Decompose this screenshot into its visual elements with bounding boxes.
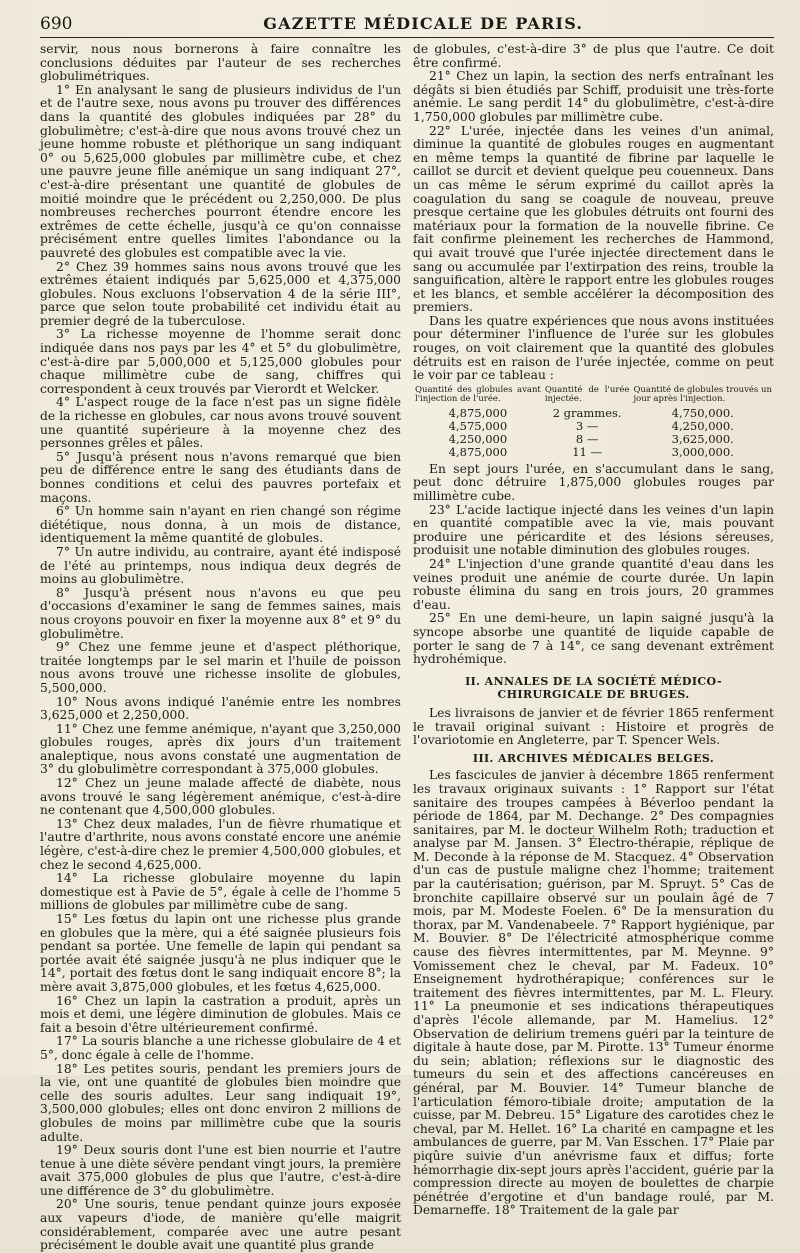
- paragraph: 17° La souris blanche a une richesse globulaire de 4 et 5°, donc égale à celle de l'homme.: [40, 1034, 401, 1062]
- paragraph: 4° L'aspect rouge de la face n'est pas un signe fidèle de la richesse en globules, car nous avons trouvé souvent une quantité supérieure à la moyenne chez des personnes grêles et pâles.: [40, 395, 401, 451]
- urea-table-header-row: [413, 386, 774, 407]
- table-cell: 4,875,000: [448, 444, 508, 459]
- section-3-title: III. ARCHIVES MÉDICALES BELGES.: [472, 751, 715, 765]
- paragraph: 9° Chez une femme jeune et d'aspect pléthorique, traitée longtemps par le sel marin et l'huile de poisson nous avons trouvé une richesse insolite de globules, 5,500,000.: [40, 640, 401, 695]
- urea-table-body: [413, 407, 774, 459]
- urea-table: [413, 386, 774, 459]
- paragraph: 21° Chez un lapin, la section des nerfs entraînant les dégâts si bien étudiés par Schiff, produisit une très-forte anémie. Le sang perdit 14° du globulimètre, c'est-à-dire 1,750,000 globules par millimètre cube.: [413, 69, 774, 124]
- section-3-text: Les fascicules de janvier à décembre 1865 renferment les travaux originaux suivants : 1° Rapport sur l'état sanitaire des troupes campées à Béverloo pendant la période de 1864, par M. Dechange. 2° Des compagnies sanitaires, par M. le docteur Wilhelm Roth; traduction et analyse par M. Jansen. 3° Électro-thérapie, réplique de M. Deconde à la réponse de M. Stacquez. 4° Observation d'un cas de pustule maligne chez l'homme; traitement par la cautérisation; guérison, par M. Spruyt. 5° Cas de bronchite capillaire observé sur un poulain âgé de 7 mois, par M. Modeste Foelen. 6° De la mensuration du thorax, par M. Vandenabeele. 7° Rapport hygiénique, par M. Bouvier. 8° De l'électricité atmosphérique comme cause des fièvres intermittentes, par M. Meynne. 9° Vomissement chez le cheval, par M. Fadeux. 10° Enseignement hydrothérapique; conférences sur le traitement des fièvres intermittentes, par M. L. Fleury. 11° La pneumonie et ses indications thérapeutiques d'après l'école allemande, par M. Hamelius. 12° Observation de delirium tremens guéri par la teinture de digitale à haute dose, par M. Pirotte. 13° Tumeur énorme du sein; ablation; réflexions sur le diagnostic des tumeurs du sein et des affections cancéreuses en général, par M. Bouvier. 14° Tumeur blanche de l'articulation fémoro-tibiale droite; amputation de la cuisse, par M. Debreu. 15° Ligature des carotides chez le cheval, par M. Hellet. 16° La charité en campagne et les ambulances de guerre, par M. Van Esschen. 17° Plaie par piqûre suivie d'un anévrisme faux et diffus; forte hémorrhagie dix-sept jours après l'accident, guérie par la compression directe au moyen de boulettes de charpie pénétrée d'ergotine et d'un bandage roulé, par M. Demarneffe. 18° Traitement de la gale par: [413, 768, 774, 1218]
- table-header-globules-before: Quantité des globules avant l'injection de l'urée.: [415, 384, 541, 405]
- left-column: [40, 42, 401, 1253]
- paragraph: 13° Chez deux malades, l'un de fièvre rhumatique et l'autre d'arthrite, nous avons constaté encore une anémie légère, c'est-à-dire chez le premier 4,500,000 globules, et chez le second 4,625,000.: [40, 816, 401, 872]
- paragraph: 3° La richesse moyenne de l'homme serait donc indiquée dans nos pays par les 4° et 5° du globulimètre, c'est-à-dire par 5,000,000 et 5,125,000 globules pour chaque millimètre cube de sang, chiffres qui correspondent à ceux trouvés par Vierordt et Welcker.: [40, 327, 401, 396]
- paragraph: 5° Jusqu'à présent nous n'avons remarqué que bien peu de différence entre le sang des étudiants dans de bonnes conditions et celui des pauvres portefaix et maçons.: [40, 449, 401, 505]
- text-columns: [40, 42, 774, 1253]
- paragraph: 12° Chez un jeune malade affecté de diabète, nous avons trouvé le sang légèrement anémique, c'est-à-dire ne contenant que 4,500,000 globules.: [40, 776, 401, 818]
- paragraph: 16° Chez un lapin la castration a produit, après un mois et demi, une légère diminution de globules. Mais ce fait a besoin d'être ultérieurement confirmé.: [40, 993, 401, 1035]
- paragraph: 24° L'injection d'une grande quantité d'eau dans les veines produit une anémie de courte durée. Un lapin robuste élimina du sang en trois jours, 20 grammes d'eau.: [413, 557, 774, 612]
- table-row: [413, 407, 774, 420]
- table-row: [413, 420, 774, 433]
- table-cell: 4,575,000: [448, 418, 508, 433]
- paragraph: 7° Un autre individu, au contraire, ayant été indisposé de l'été au printemps, nous indiqua deux degrés de moins au globulimètre.: [40, 544, 401, 587]
- paragraph: 8° Jusqu'à présent nous n'avons eu que peu d'occasions d'examiner le sang de femmes saines, mais nous croyons pouvoir en fixer la moyenne aux 8° et 9° du globulimètre.: [40, 585, 401, 641]
- table-cell: 3,625,000.: [671, 431, 734, 446]
- paragraph: 25° En une demi-heure, un lapin saigné jusqu'à la syncope absorbe une quantité de liquide capable de porter le sang de 7 à 14°, ce sang devenant extrêment hydrohémique.: [413, 611, 774, 667]
- paragraph: 2° Chez 39 hommes sains nous avons trouvé que les extrêmes étaient indiqués par 5,625,000 et 4,375,000 globules. Nous excluons l'observation 4 de la série III°, parce que selon toute probabilité cet individu était au premier degré de la tuberculose.: [40, 259, 401, 328]
- table-cell: 4,250,000.: [671, 418, 734, 433]
- table-header-urea-injected: Quantité de l'urée injectée.: [544, 384, 630, 405]
- paragraph: 15° Les fœtus du lapin ont une richesse plus grande en globules que la mère, qui a été saignée plusieurs fois pendant sa portée. Une femelle de lapin qui pendant sa portée avait été saignée jusqu'à ne plus indiquer que le 14°, portait des fœtus dont le sang indiquait encore 8°; la mère avait 3,875,000 globules, et les fœtus 4,625,000.: [40, 912, 401, 994]
- paragraph: 6° Un homme sain n'ayant en rien changé son régime diététique, nous donna, à un mois de distance, identiquement la même quantité de globules.: [40, 504, 401, 546]
- page-header: [40, 14, 774, 38]
- table-cell: 8 —: [575, 431, 599, 446]
- right-paragraphs-before-table: [413, 43, 774, 383]
- paragraph: servir, nous nous bornerons à faire connaître les conclusions déduites par l'auteur de ses recherches globulimétriques.: [40, 42, 401, 84]
- table-header-globules-after: Quantité de globules trouvés un jour après l'injection.: [633, 384, 772, 405]
- table-cell: 2 grammes.: [552, 405, 622, 420]
- paragraph: Dans les quatre expériences que nous avons instituées pour déterminer l'influence de l'urée sur les globules rouges, on voit clairement que la quantité des globules détruits est en raison de l'urée injectée, comme on peut le voir par ce tableau :: [413, 313, 774, 383]
- paragraph: 20° Une souris, tenue pendant quinze jours exposée aux vapeurs d'iode, de manière qu'elle maigrit considérablement, comparée avec une autre pesant précisément le double avait une quantité plus grande: [40, 1197, 401, 1253]
- table-cell: 4,250,000: [448, 431, 508, 446]
- table-cell: 3 —: [575, 418, 599, 433]
- table-cell: 3,000,000.: [671, 444, 734, 459]
- section-2-title: II. ANNALES DE LA SOCIÉTÉ MÉDICO-CHIRURGICALE DE BRUGES.: [465, 674, 722, 702]
- paragraph: 19° Deux souris dont l'une est bien nourrie et l'autre tenue à une diète sévère pendant vingt jours, la première avait 375,000 globules de plus que l'autre, c'est-à-dire une différence de 3° du globulimètre.: [40, 1143, 401, 1198]
- section-2-text: Les livraisons de janvier et de février 1865 renferment le travail original suivant : Histoire et progrès de l'ovariotomie en Angleterre, par T. Spencer Wels.: [413, 705, 774, 748]
- paragraph: 14° La richesse globulaire moyenne du lapin domestique est à Pavie de 5°, égale à celle de l'homme 5 millions de globules par millimètre cube de sang.: [40, 871, 401, 913]
- paragraph: de globules, c'est-à-dire 3° de plus que l'autre. Ce doit être confirmé.: [413, 42, 774, 70]
- paragraph: 1° En analysant le sang de plusieurs individus de l'un et de l'autre sexe, nous avons pu trouver des différences dans la quantité des globules indiquées par 28° du globulimètre; c'est-à-dire que nous avons trouvé chez un jeune homme robuste et pléthorique un sang indiquant 0° ou 5,625,000 globules par millimètre cube, et chez une pauvre jeune fille anémique un sang indiquant 27°, c'est-à-dire présentant une quantité de globules de moitié moindre que le précédent ou 2,250,000. De plus nombreuses recherches pourront étendre encore les extrêmes de cette échelle, jusqu'à ce qu'on connaisse précisément entre quelles limites l'abondance ou la pauvreté des globules est compatible avec la vie.: [40, 82, 401, 260]
- paragraph: 11° Chez une femme anémique, n'ayant que 3,250,000 globules rouges, après dix jours d'un traitement analeptique, nous avons constaté une augmentation de 3° du globulimètre correspondant à 375,000 globules.: [40, 721, 401, 777]
- table-cell: 11 —: [572, 444, 603, 459]
- right-paragraphs-after-table: [413, 463, 774, 667]
- paragraph: 22° L'urée, injectée dans les veines d'un animal, diminue la quantité de globules rouges en augmentant en même temps la quantité de fibrine par laquelle le caillot se durcit et devient quelque peu couenneux. Dans un cas même le sérum exprimé du caillot après la coagulation du sang se coagule de nouveau, preuve presque certaine que les globules détruits ont fourni des matériaux pour la formation de la nouvelle fibrine. Ce fait confirme pleinement les recherches de Hammond, qui avait trouvé que l'urée injectée directement dans le sang ou accumulée par l'extirpation des reins, trouble la sanguification, altère le rapport entre les globules rouges et les blancs, et semble accélérer la décomposition des premiers.: [413, 123, 774, 315]
- running-title: GAZETTE MÉDICALE DE PARIS.: [263, 14, 584, 33]
- table-row: [413, 446, 774, 459]
- table-cell: 4,750,000.: [671, 405, 734, 420]
- table-row: [413, 433, 774, 446]
- paragraph: En sept jours l'urée, en s'accumulant dans le sang, peut donc détruire 1,875,000 globules rouges par millimètre cube.: [413, 461, 774, 504]
- page-number: 690: [40, 14, 73, 34]
- paragraph: 18° Les petites souris, pendant les premiers jours de la vie, ont une quantité de globules bien moindre que celle des souris adultes. Leur sang indiquait 19°, 3,500,000 globules; elles ont donc environ 2 millions de globules de moins par millimètre cube que la souris adulte.: [40, 1061, 401, 1144]
- right-column: [413, 42, 774, 1218]
- paragraph: 10° Nous avons indiqué l'anémie entre les nombres 3,625,000 et 2,250,000.: [40, 694, 401, 723]
- paragraph: 23° L'acide lactique injecté dans les veines d'un lapin en quantité compatible avec la vie, mais pouvant produire une péricardite et des lésions séreuses, produisit une notable diminution des globules rouges.: [413, 502, 774, 558]
- table-cell: 4,875,000: [448, 405, 508, 420]
